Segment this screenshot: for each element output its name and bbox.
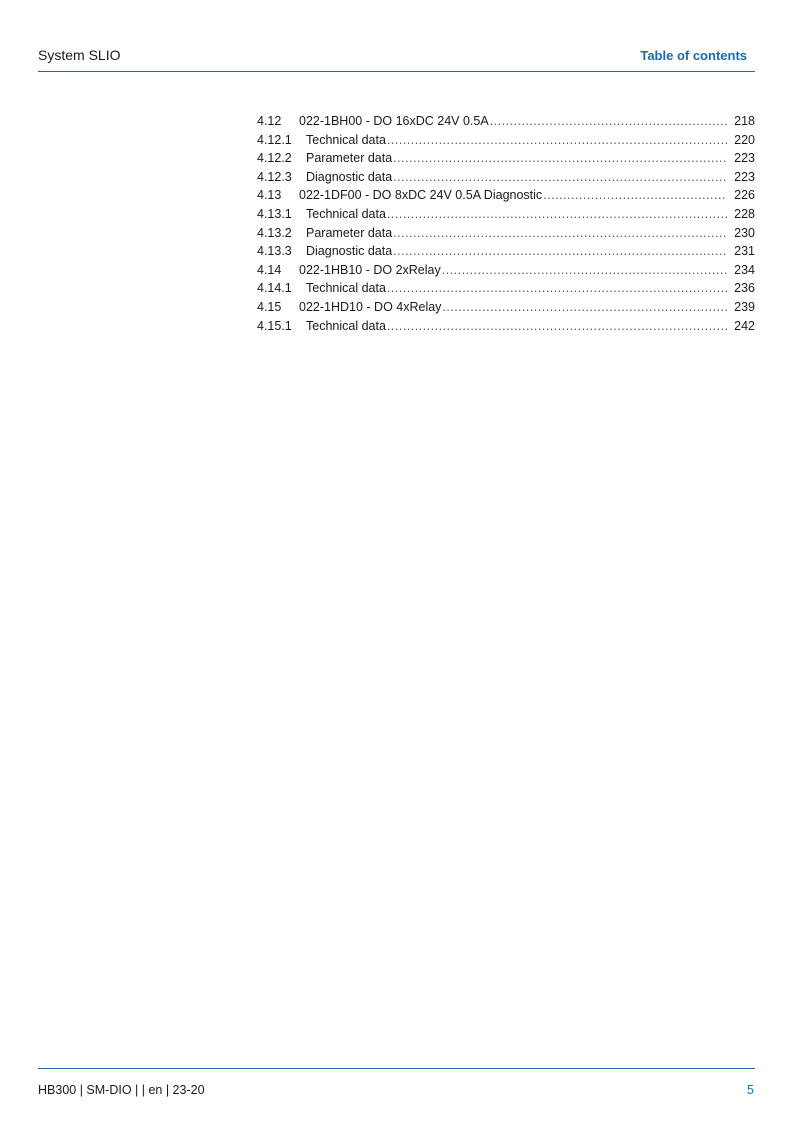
toc-entry-page: 218 <box>734 114 755 128</box>
toc-entry[interactable] <box>257 224 755 243</box>
toc-dot-leader <box>393 149 727 168</box>
document-id: HB300 | SM-DIO | | en | 23-20 <box>38 1083 205 1097</box>
toc-entry-page: 242 <box>734 318 755 333</box>
toc-entry-page: 234 <box>734 262 755 277</box>
toc-entry-number: 4.13.2 <box>257 225 292 240</box>
toc-entry[interactable] <box>257 168 755 187</box>
page-number: 5 <box>747 1083 754 1097</box>
toc-entry-title: Technical data <box>306 206 386 221</box>
toc-entry[interactable] <box>257 186 755 205</box>
toc-entry[interactable] <box>257 279 755 298</box>
toc-entry[interactable] <box>257 242 755 261</box>
document-title: System SLIO <box>38 47 121 63</box>
toc-entry-title: Diagnostic data <box>306 169 393 184</box>
toc-dot-leader <box>442 298 727 317</box>
toc-dot-leader <box>393 224 727 243</box>
toc-entry-number: 4.14.1 <box>257 281 292 296</box>
toc-entry-page: 239 <box>734 299 755 314</box>
header-divider <box>38 71 755 72</box>
toc-entry-page: 231 <box>734 244 755 259</box>
toc-dot-leader <box>543 186 727 205</box>
toc-entry-title: 022-1HD10 - DO 4xRelay <box>299 299 442 314</box>
toc-dot-leader <box>393 168 727 187</box>
toc-entry-number: 4.12.1 <box>257 132 292 147</box>
toc-entry-title: Diagnostic data <box>306 244 393 259</box>
toc-entry-page: 223 <box>734 151 755 166</box>
toc-dot-leader <box>490 112 727 131</box>
toc-entry-title: 022-1BH00 - DO 16xDC 24V 0.5A <box>299 114 489 128</box>
toc-entry-number: 4.12.3 <box>257 169 292 184</box>
toc-entry-title: Parameter data <box>306 151 393 166</box>
table-of-contents <box>257 112 755 335</box>
toc-entry-number: 4.13.1 <box>257 206 292 221</box>
toc-entry[interactable] <box>257 261 755 280</box>
toc-entry-number: 4.12 <box>257 114 282 128</box>
section-title: Table of contents <box>640 48 747 63</box>
toc-dot-leader <box>387 317 727 336</box>
toc-entry-title: Technical data <box>306 318 386 333</box>
toc-dot-leader <box>387 131 727 150</box>
toc-entry-title: 022-1HB10 - DO 2xRelay <box>299 262 441 277</box>
toc-entry-title: Technical data <box>306 132 386 147</box>
toc-dot-leader <box>393 242 727 261</box>
toc-entry[interactable] <box>257 317 755 336</box>
toc-entry-number: 4.14 <box>257 262 282 277</box>
toc-entry-title: Parameter data <box>306 225 393 240</box>
toc-dot-leader <box>387 279 727 298</box>
toc-entry-number: 4.15 <box>257 299 282 314</box>
toc-entry-number: 4.13 <box>257 188 282 203</box>
toc-entry-page: 236 <box>734 281 755 296</box>
toc-entry-page: 220 <box>734 132 755 147</box>
footer-divider <box>38 1068 755 1069</box>
toc-entry[interactable] <box>257 149 755 168</box>
toc-entry-number: 4.13.3 <box>257 244 292 259</box>
toc-entry-title: Technical data <box>306 281 386 296</box>
toc-entry-page: 223 <box>734 169 755 184</box>
toc-entry[interactable] <box>257 298 755 317</box>
toc-entry-title: 022-1DF00 - DO 8xDC 24V 0.5A Diagnostic <box>299 188 543 203</box>
toc-entry-number: 4.12.2 <box>257 151 292 166</box>
toc-entry-page: 228 <box>734 206 755 221</box>
toc-entry-page: 226 <box>734 188 755 203</box>
toc-entry[interactable] <box>257 205 755 224</box>
toc-entry[interactable] <box>257 131 755 150</box>
toc-dot-leader <box>387 205 727 224</box>
toc-entry-number: 4.15.1 <box>257 318 292 333</box>
toc-entry-page: 230 <box>734 225 755 240</box>
toc-dot-leader <box>442 261 727 280</box>
toc-entry[interactable] <box>257 112 755 131</box>
